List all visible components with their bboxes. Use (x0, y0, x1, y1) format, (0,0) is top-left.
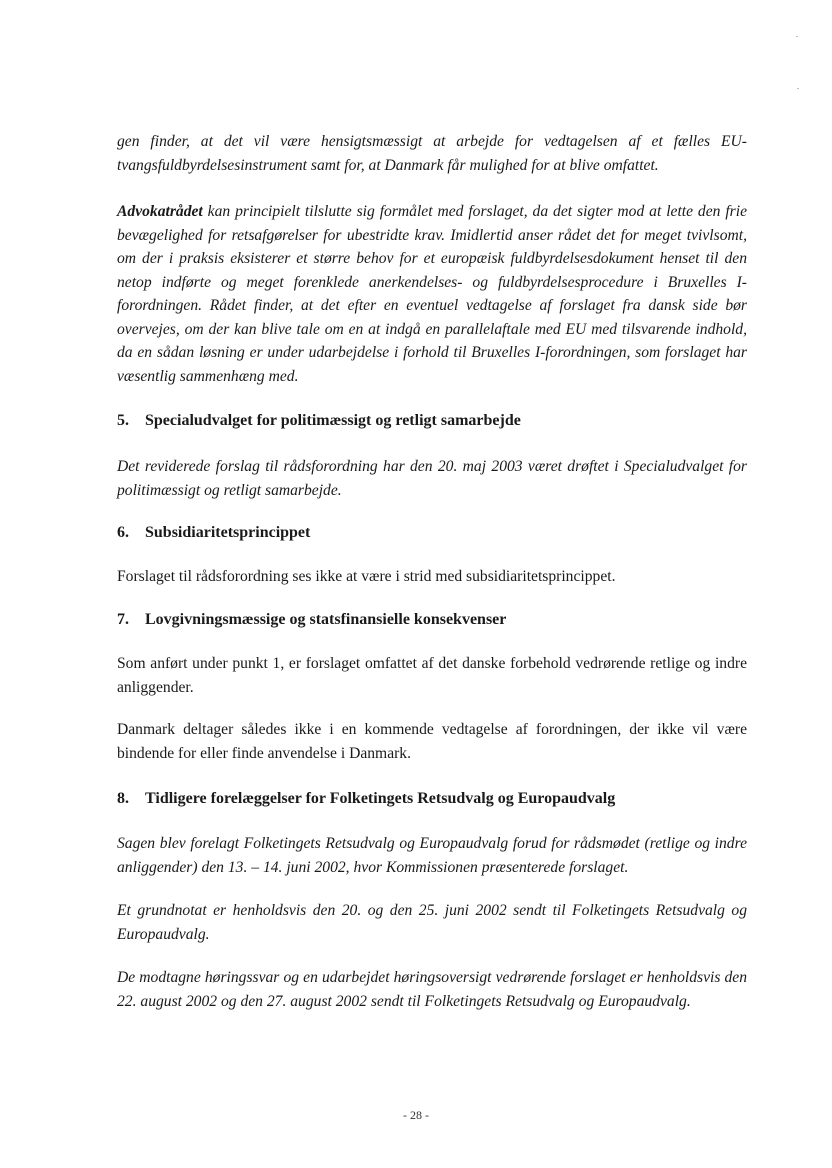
section-title: Lovgivningsmæssige og statsfinansielle konsekvenser (145, 611, 507, 628)
section-number: 8. (117, 790, 129, 807)
paragraph-text: Som anført under punkt 1, er forslaget omfattet af det danske forbehold vedrørende retlige og indre anliggender. (117, 655, 747, 696)
paragraph-konsekvenser-1 (117, 652, 747, 699)
section-number: 6. (117, 524, 129, 541)
paragraph-subsidiaritet (117, 565, 747, 589)
scan-mark (797, 88, 799, 89)
paragraph-text: gen finder, at det vil være hensigtsmæssigt at arbejde for vedtagelsen af et fælles EU-tvangsfuldbyrdelsesinstrument samt for, at Danmark får mulighed for at blive omfattet. (117, 133, 747, 174)
scan-mark (796, 36, 798, 37)
paragraph-text: kan principielt tilslutte sig formålet med forslaget, da det sigter mod at lette den frie bevægelighed for retsafgørelser for ubestridte krav. Imidlertid anser rådet det for meget tvivlsomt, om der i praksis eksisterer et større behov for et europæisk fuldbyrdelsesdokument henset til den netop indførte og meget forenklede anerkendelses- og fuldbyrdelsesprocedure i Bruxelles I-forordningen. Rådet finder, at det efter en eventuel vedtagelse af forslaget fra dansk side bør overvejes, om der kan blive tale om en at indgå en parallelaftale med EU med tilsvarende indhold, da en sådan løsning er under udarbejdelse i forhold til Bruxelles I-forordningen, som forslaget har væsentlig sammenhæng med. (117, 203, 747, 385)
section-title: Subsidiaritetsprincippet (145, 524, 311, 541)
section-heading-8 (117, 788, 747, 810)
section-number: 7. (117, 611, 129, 628)
paragraph-continuation (117, 130, 747, 177)
paragraph-text: De modtagne høringssvar og en udarbejdet høringsoversigt vedrørende forslaget er henholdsvis den 22. august 2002 og den 27. august 2002 sendt til Folketingets Retsudvalg og Europaudvalg. (117, 969, 747, 1010)
paragraph-hoeringssvar (117, 966, 747, 1013)
paragraph-text: Det reviderede forslag til rådsforordning har den 20. maj 2003 været drøftet i Specialudvalget for politimæssigt og retligt samarbejde. (117, 458, 747, 499)
paragraph-text: Sagen blev forelagt Folketingets Retsudvalg og Europaudvalg forud for rådsmødet (retlige og indre anliggender) den 13. – 14. juni 2002, hvor Kommissionen præsenterede forslaget. (117, 835, 747, 876)
page-number: - 28 - (403, 1108, 429, 1122)
section-title: Specialudvalget for politimæssigt og retligt samarbejde (145, 412, 521, 429)
paragraph-konsekvenser-2 (117, 718, 747, 765)
paragraph-advokatraadet (117, 200, 747, 388)
paragraph-text: Et grundnotat er henholdsvis den 20. og den 25. juni 2002 sendt til Folketingets Retsudvalg og Europaudvalg. (117, 902, 747, 943)
section-heading-5 (117, 410, 747, 432)
section-heading-7 (117, 609, 747, 631)
paragraph-grundnotat (117, 899, 747, 946)
paragraph-text: Danmark deltager således ikke i en kommende vedtagelse af forordningen, der ikke vil være bindende for eller finde anvendelse i Danmark. (117, 721, 747, 762)
section-title: Tidligere forelæggelser for Folketingets Retsudvalg og Europaudvalg (145, 790, 616, 807)
section-number: 5. (117, 412, 129, 429)
section-heading-6 (117, 522, 747, 544)
bold-lead: Advokatrådet (117, 203, 203, 220)
paragraph-specialudvalget (117, 455, 747, 502)
paragraph-forelaeggelse (117, 832, 747, 879)
paragraph-text: Forslaget til rådsforordning ses ikke at være i strid med subsidiaritetsprincippet. (117, 568, 616, 585)
